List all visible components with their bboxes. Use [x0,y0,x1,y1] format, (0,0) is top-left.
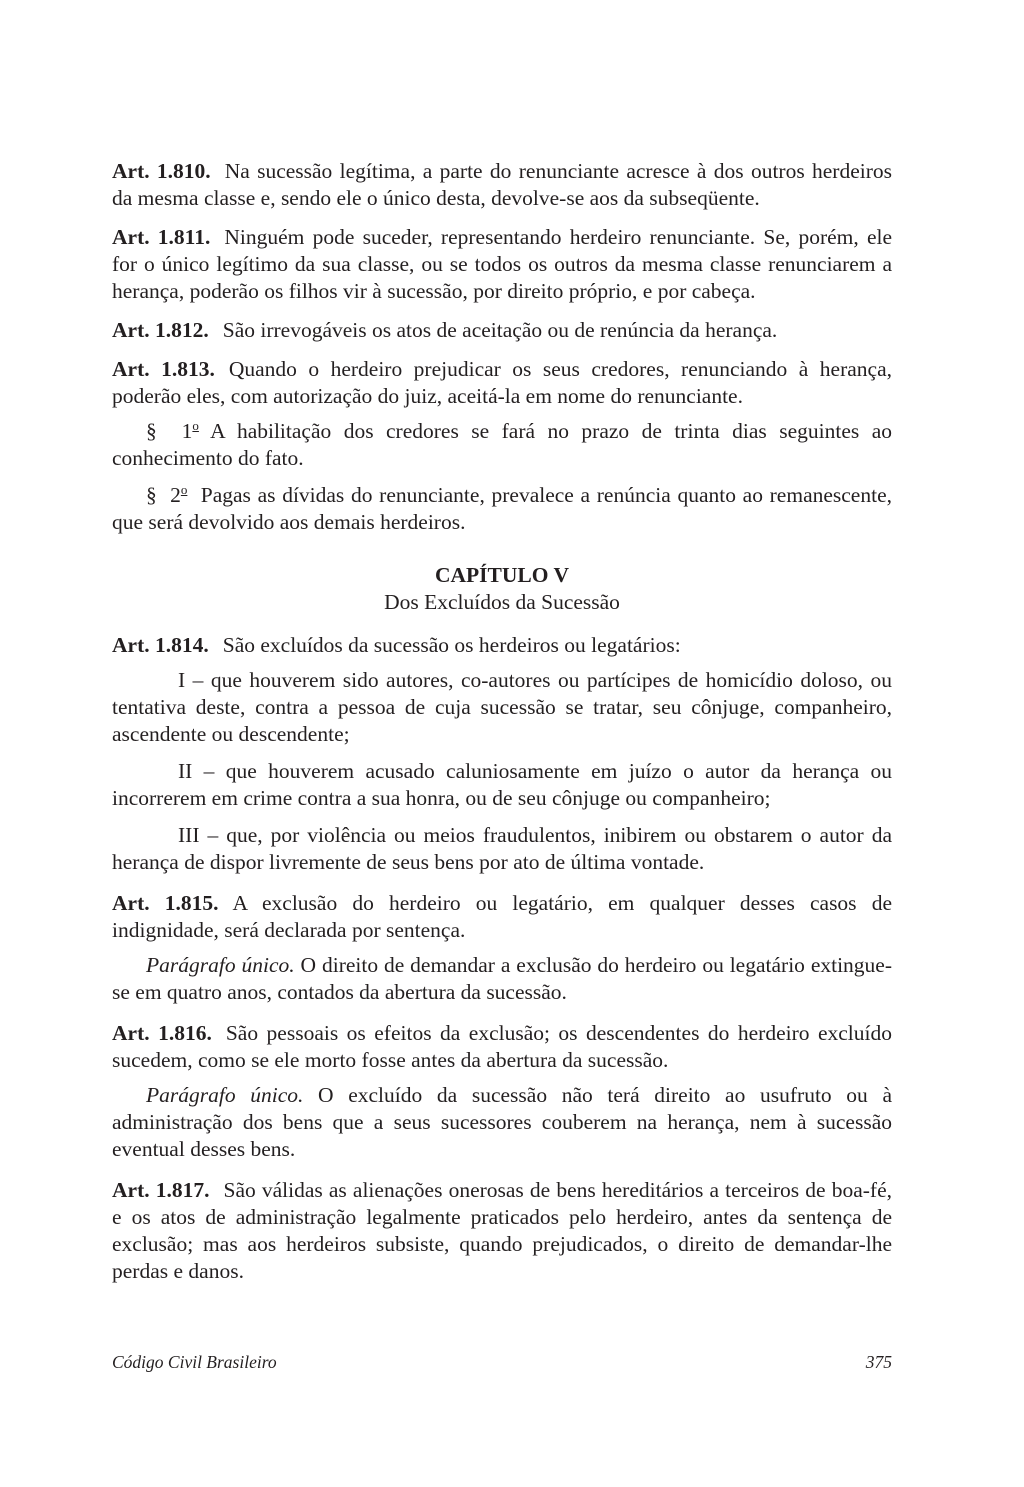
article-number: Art. 1.813. [112,357,215,381]
paragrafo-unico-text: O direito de demandar a exclusão do herdeiro ou legatário extingue-se em quatro anos, contados da abertura da sucessão. [112,953,893,1004]
paragrafo-unico-1816 [112,1082,892,1163]
paragraph-ordinal: 1 [181,419,193,443]
paragraph-text: A habilitação dos credores se fará no prazo de trinta dias seguintes ao conhecimento do fato. [112,419,892,470]
section-symbol: § [146,483,157,507]
article-number: Art. 1.810. [112,159,211,183]
chapter-subtitle: Dos Excluídos da Sucessão [384,590,620,614]
article-1816 [112,1020,892,1074]
article-text: São válidas as alienações onerosas de bens hereditários a terceiros de boa-fé, e os atos de administração legalmente praticados pelo herdeiro, antes da sentença de exclusão; mas aos herdeiros subsiste, quando prejudicados, o direito de demandar-lhe perdas e danos. [112,1178,892,1283]
article-number: Art. 1.812. [112,318,209,342]
section-symbol: § [146,419,157,443]
paragrafo-unico-1815 [112,952,892,1006]
paragraph-1 [112,418,892,472]
paragraph-text: Pagas as dívidas do renunciante, prevalece a renúncia quanto ao remanescente, que será devolvido aos demais herdeiros. [112,483,892,534]
ordinal-mark: o [192,418,199,433]
ordinal-mark: o [180,482,188,497]
inciso-1: I – que houverem sido autores, co-autores ou partícipes de homicídio doloso, ou tentativa deste, contra a pessoa de cuja sucessão se tratar, seu cônjuge, companheiro, ascendente ou descendente; [112,668,892,746]
paragrafo-unico-text: O excluído da sucessão não terá direito ao usufruto ou à administração dos bens que a seus sucessores couberem na herança, nem à sucessão eventual desses bens. [112,1083,893,1161]
article-1810 [112,158,892,212]
chapter-title: CAPÍTULO V [435,563,569,587]
article-text: Ninguém pode suceder, representando herdeiro renunciante. Se, porém, ele for o único legítimo da sua classe, ou se todos os outros da mesma classe renunciarem a herança, poderão os filhos vir à sucessão, por direito próprio, e por cabeça. [112,225,893,303]
article-number: Art. 1.816. [112,1021,212,1045]
chapter-heading [112,562,892,616]
page-number: 375 [865,1352,892,1372]
article-text: Quando o herdeiro prejudicar os seus credores, renunciando à herança, poderão eles, com autorização do juiz, aceitá-la em nome do renunciante. [112,357,892,408]
article-text: Na sucessão legítima, a parte do renunciante acresce à dos outros herdeiros da mesma classe e, sendo ele o único desta, devolve-se aos da subseqüente. [112,159,893,210]
paragraph-2 [112,482,892,536]
article-1814 [112,632,892,659]
article-text: São excluídos da sucessão os herdeiros ou legatários: [222,633,681,657]
article-1817 [112,1177,892,1285]
article-1813 [112,356,892,410]
article-number: Art. 1.811. [112,225,211,249]
paragrafo-unico-label: Parágrafo único. [146,953,295,977]
article-1815 [112,890,892,944]
article-1812 [112,317,892,344]
paragrafo-unico-label: Parágrafo único. [146,1083,304,1107]
article-number: Art. 1.817. [112,1178,210,1202]
page-footer [112,1351,892,1373]
article-text: São irrevogáveis os atos de aceitação ou de renúncia da herança. [222,318,778,342]
article-number: Art. 1.815. [112,891,219,915]
article-1811 [112,224,892,305]
inciso-3: III – que, por violência ou meios fraudulentos, inibirem ou obstarem o autor da herança de dispor livremente de seus bens por ato de última vontade. [112,823,892,874]
page-body [112,158,892,1297]
book-title: Código Civil Brasileiro [112,1352,277,1372]
article-text: São pessoais os efeitos da exclusão; os descendentes do herdeiro excluído sucedem, como se ele morto fosse antes da abertura da sucessão. [112,1021,892,1072]
article-number: Art. 1.814. [112,633,209,657]
article-text: A exclusão do herdeiro ou legatário, em qualquer desses casos de indignidade, será declarada por sentença. [112,891,892,942]
paragraph-ordinal: 2 [170,483,181,507]
inciso-2: II – que houverem acusado caluniosamente em juízo o autor da herança ou incorrerem em crime contra a sua honra, ou de seu cônjuge ou companheiro; [112,759,892,810]
